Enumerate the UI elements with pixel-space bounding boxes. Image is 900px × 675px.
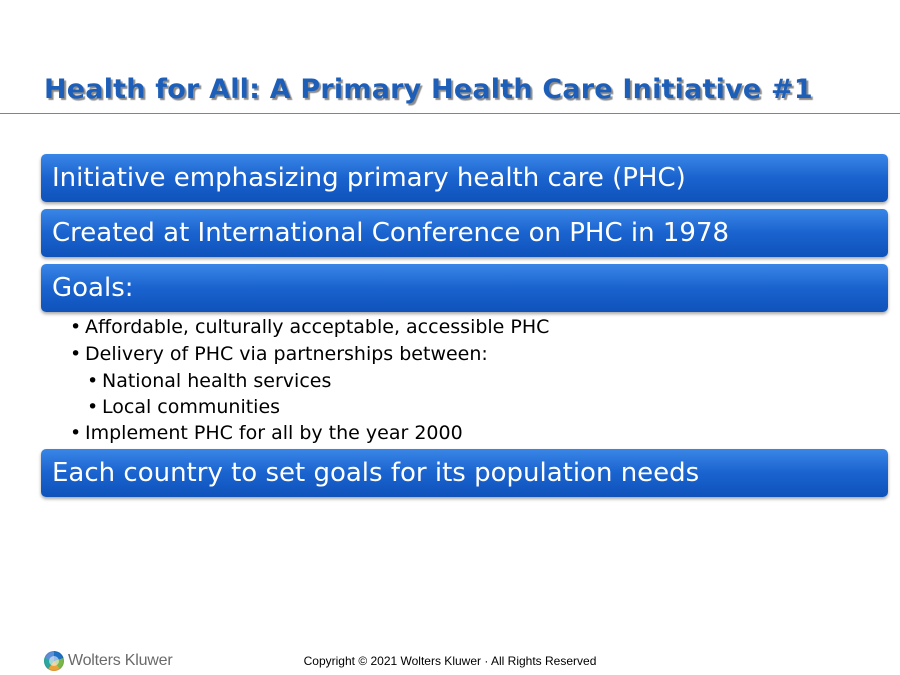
bullet-icon: •: [70, 316, 82, 338]
title-divider: [0, 113, 900, 114]
goal-subitem: [70, 368, 870, 394]
point-bar-created: Created at International Conference on PHC in 1978: [41, 209, 888, 257]
bullet-icon: •: [87, 396, 99, 418]
point-bar-country-goals: Each country to set goals for its population needs: [41, 449, 888, 497]
goal-item-text: Affordable, culturally acceptable, accessible PHC: [85, 316, 550, 338]
goal-subitem: [70, 394, 870, 420]
point-bar-goals: Goals:: [41, 264, 888, 312]
goal-item-text: Delivery of PHC via partnerships between:: [85, 343, 488, 365]
copyright-notice: Copyright © 2021 Wolters Kluwer · All Rights Reserved: [303, 654, 597, 668]
goal-item: [70, 420, 870, 447]
bullet-icon: •: [70, 422, 82, 444]
logo-text: Wolters Kluwer: [68, 652, 173, 669]
goal-subitem-text: Local communities: [102, 396, 281, 418]
goals-list: [70, 314, 870, 447]
slide-title: Health for All: A Primary Health Care Initiative #1: [44, 74, 813, 105]
goal-item-text: Implement PHC for all by the year 2000: [85, 422, 463, 444]
bullet-icon: •: [87, 370, 99, 392]
goal-item: [70, 341, 870, 368]
goal-item: [70, 314, 870, 341]
bullet-icon: •: [70, 343, 82, 365]
goal-subitem-text: National health services: [102, 370, 332, 392]
point-bar-initiative: Initiative emphasizing primary health care (PHC): [41, 154, 888, 202]
